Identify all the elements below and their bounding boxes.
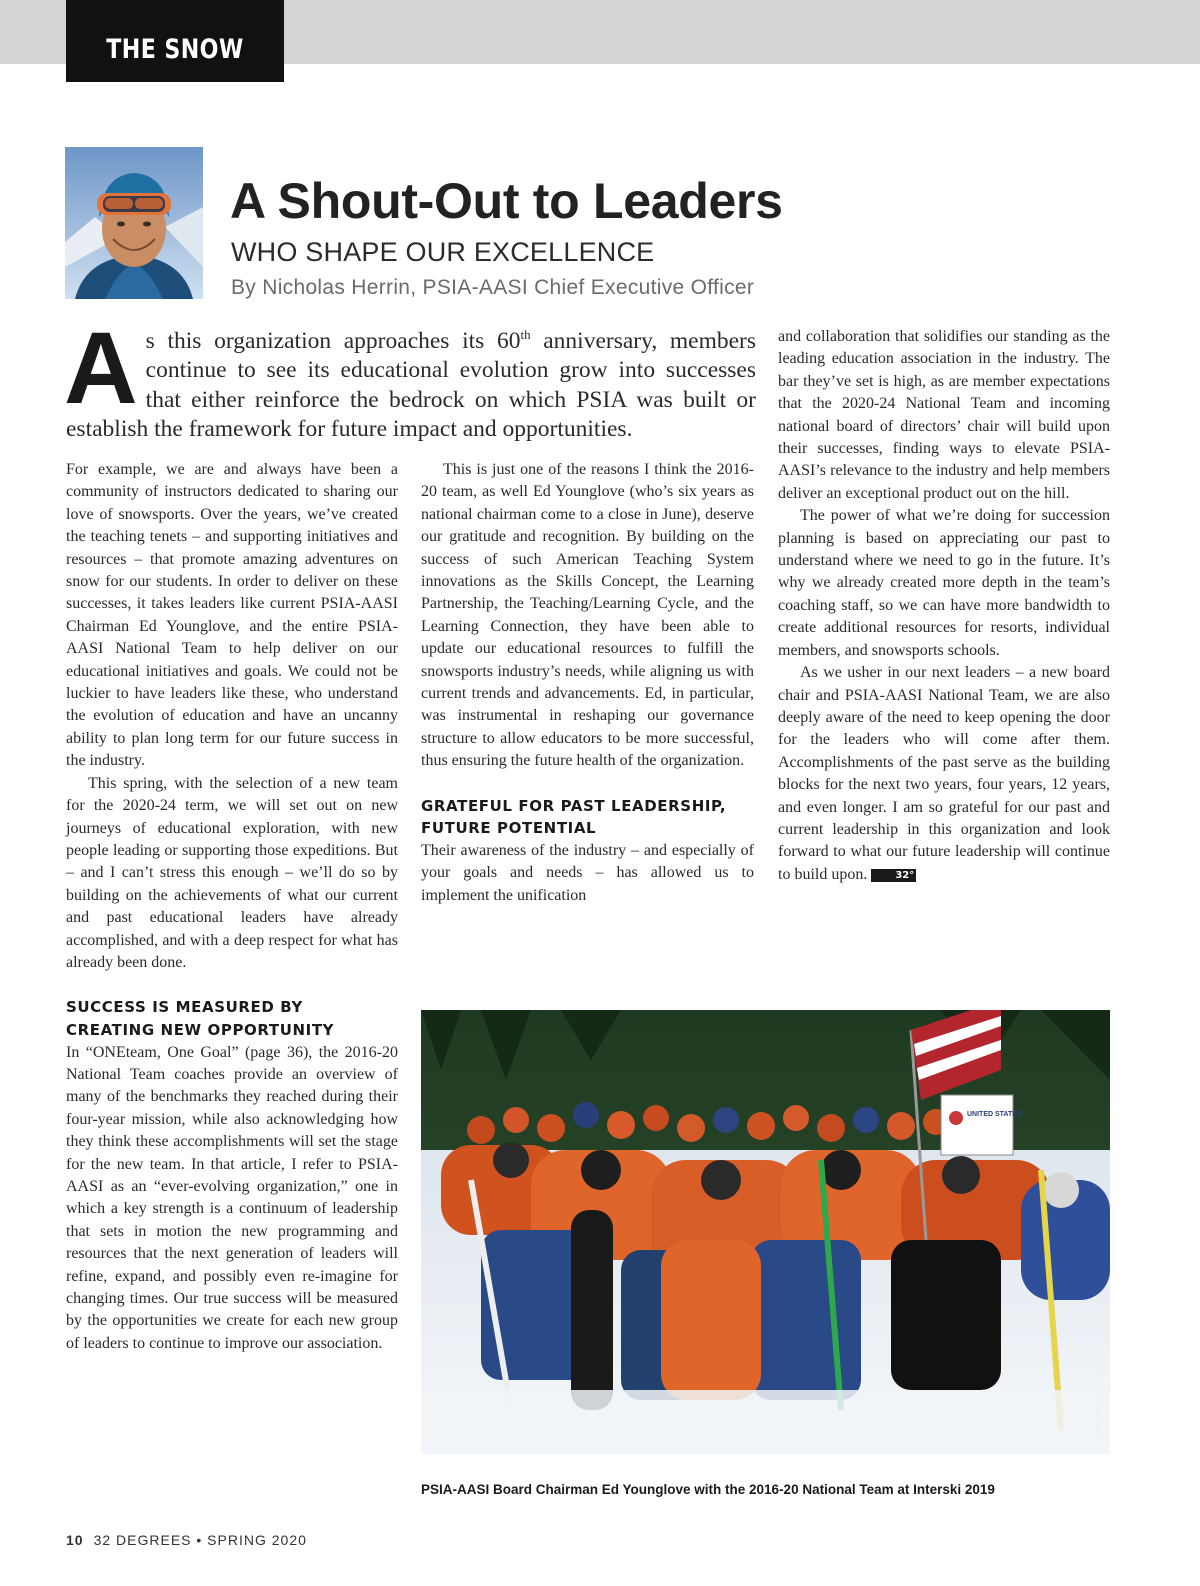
section-subhead bbox=[66, 996, 398, 1041]
photo-credit: LINDA GUERRETTE bbox=[1094, 1348, 1104, 1440]
sign-text: UNITED STATES bbox=[967, 1111, 1022, 1118]
paragraph: This spring, with the selection of a new team for the 2020-24 term, we will set out on new journeys of educational exploration, with new people leading or supporting those expeditions. But – and I can’t stress this enough – we’ll do so by building on the achievements of what our current and past educational leaders have already accomplished, and with a deep respect for what has already been done. bbox=[66, 774, 398, 971]
photo-caption: PSIA-AASI Board Chairman Ed Younglove with the 2016-20 National Team at Interski 2019 bbox=[421, 1482, 995, 1497]
paragraph: Their awareness of the industry – and especially of your goals and needs – has allowed us to implement the unification bbox=[421, 841, 754, 904]
subhead-line: CREATING NEW OPPORTUNITY bbox=[66, 1020, 335, 1039]
publication-info: 32 DEGREES • SPRING 2020 bbox=[93, 1532, 307, 1548]
page-footer bbox=[66, 1532, 307, 1548]
section-tag: THE SNOW bbox=[66, 0, 284, 82]
body-column-2 bbox=[421, 459, 754, 907]
paragraph bbox=[778, 662, 1110, 886]
author-headshot bbox=[65, 147, 203, 299]
lede-text-rest: anniversary, members continue to see its educational evolution grow into successes that either reinforce the bedrock on which PSIA was built or establish the framework for future impact and opportunities. bbox=[66, 327, 757, 443]
article-lede bbox=[64, 311, 757, 444]
lede-superscript: th bbox=[520, 327, 531, 342]
end-mark-logo: 32° bbox=[871, 869, 916, 882]
subhead-line: SUCCESS IS MEASURED BY bbox=[66, 998, 303, 1017]
paragraph: In “ONEteam, One Goal” (page 36), the 2016-20 National Team coaches provide an overview of many of the benchmarks they reached during their four-year mission, while also acknowledging how they think these accomplishments will set the stage for the new team. In that article, I refer to PSIA-AASI as an “ever-evolving organization,” one in which a key strength is a continuum of leadership that sets in motion the new programming and resources that the next generation of leaders will refine, expand, and possibly even re-imagine for changing times. Our true success will be measured by the opportunities we create for each new group of leaders to continue to improve our association. bbox=[66, 1043, 398, 1352]
body-column-1 bbox=[66, 459, 398, 1355]
subhead-line: GRATEFUL FOR PAST LEADERSHIP, bbox=[421, 796, 727, 815]
page-number: 10 bbox=[66, 1532, 84, 1548]
section-subhead bbox=[421, 795, 754, 840]
paragraph: For example, we are and always have been a community of instructors dedicated to sharing our love of snowsports. Over the years, we’ve created the teaching tenets – and supporting initiatives and resources – that promote amazing adventures on snow for our students. In order to deliver on these successes, it takes leaders like current PSIA-AASI Chairman Ed Younglove, and the entire PSIA-AASI National Team to help deliver on our educational initiatives and goals. We could not be luckier to have leaders like these, who understand the evolution of education and have an uncanny ability to plan long term for our future success in the industry. bbox=[66, 461, 398, 770]
article-subtitle: WHO SHAPE OUR EXCELLENCE bbox=[231, 237, 655, 267]
paragraph: and collaboration that solidifies our standing as the leading education association in the industry. The bar they’ve set is high, as are member expectations that the 2020-24 National Team and incoming national board of directors’ chair will build upon their successes, finding ways to elevate PSIA-AASI’s relevance to the industry and help members deliver an exceptional product out on the hill. bbox=[778, 328, 1110, 502]
subhead-line: FUTURE POTENTIAL bbox=[421, 819, 597, 838]
paragraph: This is just one of the reasons I think the 2016-20 team, as well Ed Younglove (who’s six years as national chairman come to a close in June), deserve our gratitude and recognition. By building on the success of such American Teaching System innovations as the Skills Concept, the Learning Partnership, the Teaching/Learning Cycle, and the Learning Connection, they have been able to update our educational resources to fulfill the snowsports industry’s needs, while aligning us with current trends and advancements. Ed, in particular, was instrumental in reshaping our governance structure to allow educators to be more successful, thus ensuring the future health of the organization. bbox=[421, 461, 754, 770]
article-byline: By Nicholas Herrin, PSIA-AASI Chief Executive Officer bbox=[231, 276, 755, 299]
paragraph-text: As we usher in our next leaders – a new board chair and PSIA-AASI National Team, we are also deeply aware of the need to keep opening the door for the leaders who will come after them. Accomplishments of the past serve as the building blocks for the next two years, four years, 12 years, and even longer. I am so grateful for our past and current leadership in this organization and look forward to what our future leadership will continue to build upon. bbox=[778, 664, 1110, 883]
lede-text: s this organization approaches its 60 bbox=[145, 327, 521, 354]
paragraph: The power of what we’re doing for succession planning is based on appreciating our past to understand where we need to go in the future. It’s why we already created more depth in the team’s coaching staff, so we can have more bandwidth to create additional resources for resorts, individual members, and snowsports schools. bbox=[778, 507, 1110, 659]
body-column-3 bbox=[778, 326, 1110, 886]
article-title: A Shout-Out to Leaders bbox=[230, 173, 783, 229]
team-photo bbox=[421, 1010, 1110, 1454]
drop-cap: A bbox=[64, 311, 138, 425]
